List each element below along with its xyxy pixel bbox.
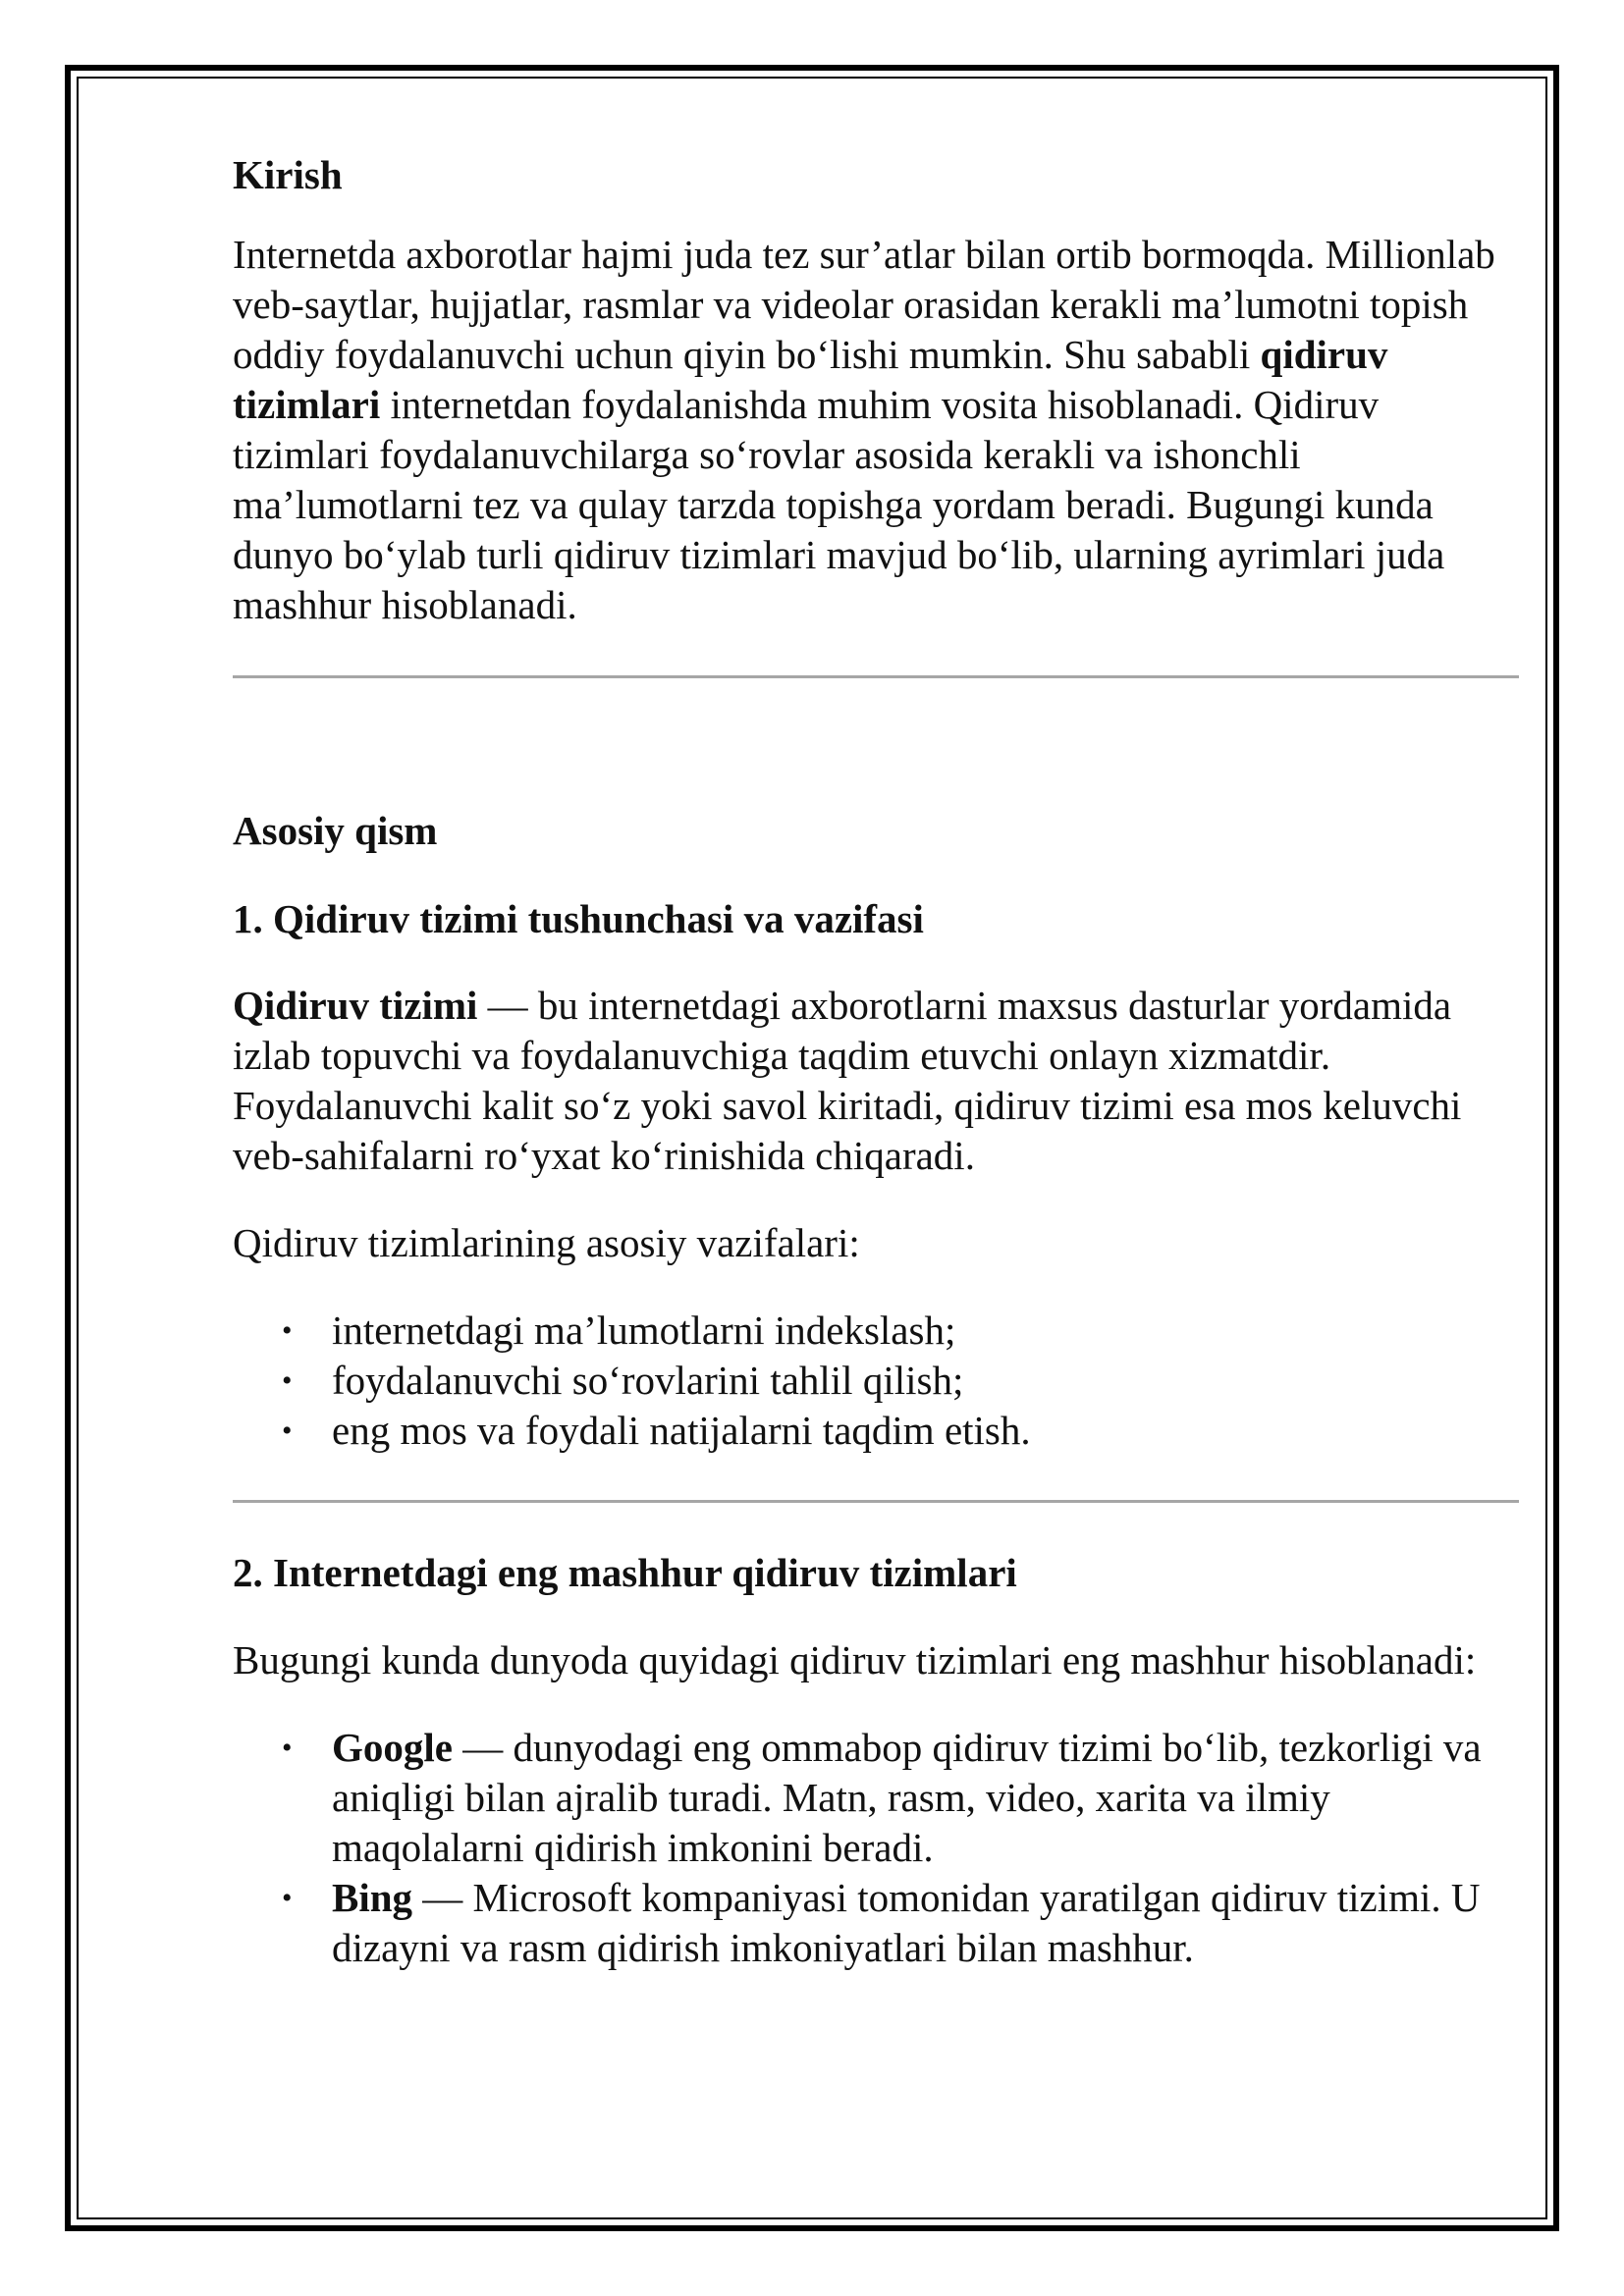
engine-name-bing: Bing: [332, 1875, 413, 1920]
list-item: • eng mos va foydali natijalarni taqdim etish.: [233, 1406, 1519, 1456]
definition-paragraph: [233, 981, 1519, 1181]
definition-text: — bu internetdagi axborotlarni maxsus dasturlar yordamida izlab topuvchi va foydalanuvchiga taqdim etuvchi onlayn xizmatdir. Foydalanuvchi kalit so‘z yoki savol kiritadi, qidiruv tizimi esa mos keluvchi veb-sahifalarni ro‘yxat ko‘rinishida chiqaradi.: [233, 983, 1462, 1178]
intro-paragraph: [233, 230, 1519, 630]
horizontal-rule-1: [233, 675, 1519, 678]
list-item: [233, 1723, 1519, 1873]
intro-text-part-2: internetdan foydalanishda muhim vosita hisoblanadi. Qidiruv tizimlari foydalanuvchilarga so‘rovlar asosida kerakli va ishonchli ma’lumotlarni tez va qulay tarzda topishga yordam beradi. Bugungi kunda dunyo bo‘ylab turli qidiruv tizimlari mavjud bo‘lib, ularning ayrimlari juda mashhur hisoblanadi.: [233, 382, 1445, 627]
section1-heading: 1. Qidiruv tizimi tushunchasi va vazifasi: [233, 896, 924, 941]
intro-heading: Kirish: [233, 152, 343, 197]
list-item: [233, 1873, 1519, 1973]
list-item: • foydalanuvchi so‘rovlarini tahlil qilish;: [233, 1356, 1519, 1406]
section2-heading: 2. Internetdagi eng mashhur qidiruv tizimlari: [233, 1550, 1017, 1595]
tasks-list: [233, 1306, 1519, 1456]
engine-desc-google: — dunyodagi eng ommabop qidiruv tizimi bo‘lib, tezkorligi va aniqligi bilan ajralib turadi. Matn, rasm, video, xarita va ilmiy maqolalarni qidirish imkonini beradi.: [332, 1725, 1482, 1870]
intro-bold-term: qidiruv tizimlari: [233, 332, 1388, 427]
document-body: [233, 149, 1519, 1973]
engine-desc-bing: — Microsoft kompaniyasi tomonidan yaratilgan qidiruv tizimi. U dizayni va rasm qidirish imkoniyatlari bilan mashhur.: [332, 1875, 1481, 1970]
list-item: • internetdagi ma’lumotlarni indekslash;: [233, 1306, 1519, 1356]
engines-list: [233, 1723, 1519, 1973]
main-heading: Asosiy qism: [233, 808, 438, 853]
definition-bold-term: Qidiruv tizimi: [233, 983, 478, 1028]
intro-text-part-1: Internetda axborotlar hajmi juda tez sur’atlar bilan ortib bormoqda. Millionlab veb-saytlar, hujjatlar, rasmlar va videolar orasidan kerakli ma’lumotni topish oddiy foydalanuvchi uchun qiyin bo‘lishi mumkin. Shu sababli: [233, 232, 1495, 377]
tasks-intro: Qidiruv tizimlarining asosiy vazifalari:: [233, 1220, 860, 1265]
engines-intro: Bugungi kunda dunyoda quyidagi qidiruv tizimlari eng mashhur hisoblanadi:: [233, 1637, 1477, 1682]
engine-name-google: Google: [332, 1725, 453, 1770]
horizontal-rule-2: [233, 1500, 1519, 1503]
